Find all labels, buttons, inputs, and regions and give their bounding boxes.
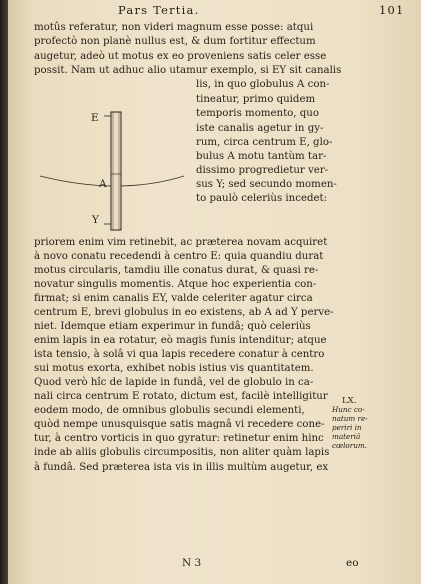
text-line: possit. Nam ut adhuc alio utamur exemplo, si EY sit canalis xyxy=(34,65,342,76)
text-line: sus Y; sed secundo momen- xyxy=(196,179,337,190)
text-line: iste canalis agetur in gy- xyxy=(196,123,324,134)
text-line: lis, in quo globulus A con- xyxy=(196,79,330,90)
marginal-note-line: natum re- xyxy=(332,414,368,423)
running-head-title: Pars Tertia. xyxy=(118,3,200,17)
text-line: augetur, adeò ut motus ex eo proveniens satis celer esse xyxy=(34,51,327,62)
text-line: firmat; si enim canalis EY, valde celeriter agatur circa xyxy=(34,293,313,304)
text-line: novatur singulis momentis. Atque hoc experientia con- xyxy=(34,279,317,290)
canal-figure xyxy=(38,108,188,237)
text-line: bulus A motu tantùm tar- xyxy=(196,151,327,162)
page-number: 101 xyxy=(379,3,405,17)
text-line: dissimo progredietur ver- xyxy=(196,165,329,176)
label-y: Y xyxy=(92,214,99,226)
marginal-note-line: cœlorum. xyxy=(332,441,367,450)
canal-diagram xyxy=(38,108,188,233)
signature-mark: N 3 xyxy=(182,557,202,569)
marginal-note-number: LX. xyxy=(342,396,357,406)
book-gutter xyxy=(0,0,8,584)
marginal-note-line: Hunc co- xyxy=(332,405,365,414)
text-line: rum, circa centrum E, glo- xyxy=(196,137,333,148)
text-line: eodem modo, de omnibus globulis secundi elementi, xyxy=(34,405,305,416)
text-line: enim lapis in ea rotatur, eò magis funis intenditur; atque xyxy=(34,335,327,346)
text-line: centrum E, brevi globulus in eo existens, ab A ad Y perve- xyxy=(34,307,334,318)
text-line: tur, à centro vorticis in quo gyratur: retinetur enim hinc xyxy=(34,433,324,444)
catchword: eo xyxy=(346,557,359,569)
book-page xyxy=(8,0,421,584)
label-a: A xyxy=(99,178,107,190)
text-line: to paulò celeriùs incedet: xyxy=(196,193,328,204)
text-line: Quod verò hîc de lapide in fundâ, vel de globulo in ca- xyxy=(34,377,314,388)
text-line: quòd nempe unusquisque satis magnâ vi recedere cone- xyxy=(34,419,325,430)
text-line: sui motus exorta, exhibet nobis istius vis quantitatem. xyxy=(34,363,314,374)
text-line: tineatur, primo quidem xyxy=(196,94,316,105)
text-line: à fundâ. Sed præterea ista vis in illis multùm augetur, ex xyxy=(34,462,329,473)
text-line: inde ab aliis globulis circumpositis, non aliter quàm lapis xyxy=(34,447,330,458)
text-line: niet. Idemque etiam experimur in fundâ; quò celeriùs xyxy=(34,321,311,332)
text-line: ista tensio, à solâ vi qua lapis recedere conatur à centro xyxy=(34,349,325,360)
text-line: à novo conatu recedendi à centro E: quia quandiu durat xyxy=(34,251,324,262)
text-line: nali circa centrum E rotato, dictum est, facilè intelligitur xyxy=(34,391,328,402)
marginal-note-line: periri in xyxy=(332,423,362,432)
label-e: E xyxy=(91,112,99,124)
text-line: temporis momento, quo xyxy=(196,108,319,119)
text-line: priorem enim vim retinebit, ac præterea novam acquiret xyxy=(34,237,328,248)
text-line: motus circularis, tamdiu ille conatus durat, & quasi re- xyxy=(34,265,319,276)
text-line: profectò non planè nullus est, & dum fortitur effectum xyxy=(34,36,316,47)
text-line: motûs referatur, non videri magnum esse posse: atqui xyxy=(34,22,314,33)
marginal-note-line: materiâ xyxy=(332,432,361,441)
